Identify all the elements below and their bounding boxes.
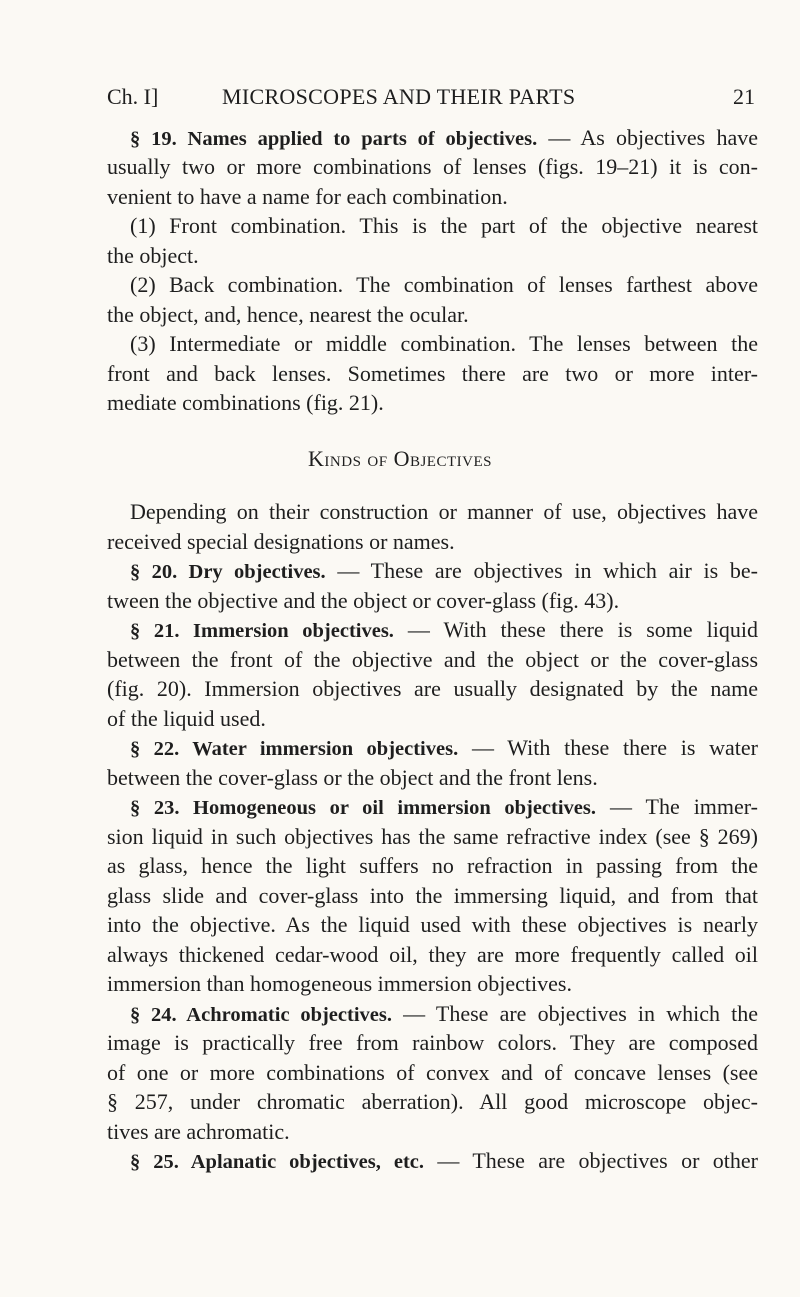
text-line: [107, 182, 758, 212]
text-line: [130, 999, 758, 1030]
line-text: (1) Front combination. This is the part of the objective nearest: [130, 213, 758, 238]
line-text: of one or more combinations of convex and of concave lenses (see: [107, 1060, 758, 1085]
running-header-chapter: Ch. I]: [107, 84, 159, 109]
text-line: [130, 615, 758, 646]
paragraph-lead: § 20. Dry objectives.: [130, 561, 326, 583]
paragraph-lead: § 19. Names applied to parts of objectives.: [130, 128, 538, 150]
running-header-title: MICROSCOPES AND THEIR PARTS: [222, 84, 576, 109]
text-line: [130, 497, 758, 527]
line-text: — These are objectives in which air is be-: [325, 558, 758, 583]
text-line: [107, 763, 758, 793]
text-line: [107, 388, 758, 418]
text-line: [107, 1028, 758, 1058]
text-line: [107, 851, 758, 881]
text-line: [107, 704, 758, 734]
line-text: — These are objectives or other: [424, 1148, 758, 1173]
line-text: as glass, hence the light suffers no refraction in passing from the: [107, 853, 758, 878]
line-text: — As objectives have: [537, 125, 758, 150]
text-line: [107, 1058, 758, 1088]
line-text: the object.: [107, 243, 199, 268]
text-line: [107, 586, 758, 616]
line-text: Depending on their construction or manner of use, objectives have: [130, 499, 758, 524]
line-text: — With these there is some liquid: [393, 617, 758, 642]
line-text: (2) Back combination. The combination of lenses farthest above: [130, 272, 758, 297]
line-text: received special designations or names.: [107, 529, 455, 554]
line-text: immersion than homogeneous immersion objectives.: [107, 971, 572, 996]
line-text: tween the objective and the object or cover-glass (fig. 43).: [107, 588, 620, 613]
line-text: into the objective. As the liquid used with these objectives is nearly: [107, 912, 758, 937]
text-line: [107, 822, 758, 852]
text-line: [107, 241, 758, 271]
text-line: [107, 645, 758, 675]
line-text: mediate combinations (fig. 21).: [107, 390, 384, 415]
text-line: [107, 527, 758, 557]
line-text: between the front of the objective and the object or the cover-glass: [107, 647, 758, 672]
line-text: — These are objectives in which the: [391, 1001, 758, 1026]
text-line: [107, 359, 758, 389]
text-line: [130, 556, 758, 587]
paragraph-lead: § 24. Achromatic objectives.: [130, 1004, 392, 1026]
text-line: [107, 881, 758, 911]
section-heading: Kinds of Objectives: [308, 446, 492, 471]
line-text: (3) Intermediate or middle combination. The lenses between the: [130, 331, 758, 356]
paragraph-lead: § 25. Aplanatic objectives, etc.: [130, 1151, 424, 1173]
line-text: usually two or more combinations of lenses (figs. 19–21) it is con-: [107, 154, 758, 179]
line-text: tives are achromatic.: [107, 1119, 290, 1144]
text-line: [107, 674, 758, 704]
paragraph-lead: § 21. Immersion objectives.: [130, 620, 394, 642]
text-line: [107, 969, 758, 999]
line-text: front and back lenses. Sometimes there are two or more inter-: [107, 361, 758, 386]
line-text: — With these there is water: [458, 735, 758, 760]
text-line: [130, 211, 758, 241]
text-line: [130, 329, 758, 359]
text-line: [130, 733, 758, 764]
line-text: (fig. 20). Immersion objectives are usually designated by the name: [107, 676, 758, 701]
text-line: [107, 1087, 758, 1117]
text-line: [130, 123, 758, 154]
line-text: image is practically free from rainbow colors. They are composed: [107, 1030, 758, 1055]
line-text: venient to have a name for each combination.: [107, 184, 508, 209]
line-text: always thickened cedar-wood oil, they are more frequently called oil: [107, 942, 758, 967]
line-text: — The immer-: [596, 794, 759, 819]
text-line: [130, 792, 758, 823]
line-text: the object, and, hence, nearest the ocular.: [107, 302, 469, 327]
text-line: [130, 1146, 758, 1177]
text-line: [130, 270, 758, 300]
paragraph-lead: § 23. Homogeneous or oil immersion objectives.: [130, 797, 597, 819]
text-line: [107, 940, 758, 970]
line-text: § 257, under chromatic aberration). All good microscope objec-: [107, 1089, 758, 1114]
line-text: sion liquid in such objectives has the same refractive index (see § 269): [107, 824, 758, 849]
text-line: [107, 910, 758, 940]
line-text: between the cover-glass or the object and the front lens.: [107, 765, 598, 790]
page-number: 21: [733, 84, 755, 109]
text-line: [107, 152, 758, 182]
text-line: [107, 1117, 758, 1147]
paragraph-lead: § 22. Water immersion objectives.: [130, 738, 459, 760]
text-line: [107, 300, 758, 330]
line-text: of the liquid used.: [107, 706, 266, 731]
line-text: glass slide and cover-glass into the immersing liquid, and from that: [107, 883, 758, 908]
